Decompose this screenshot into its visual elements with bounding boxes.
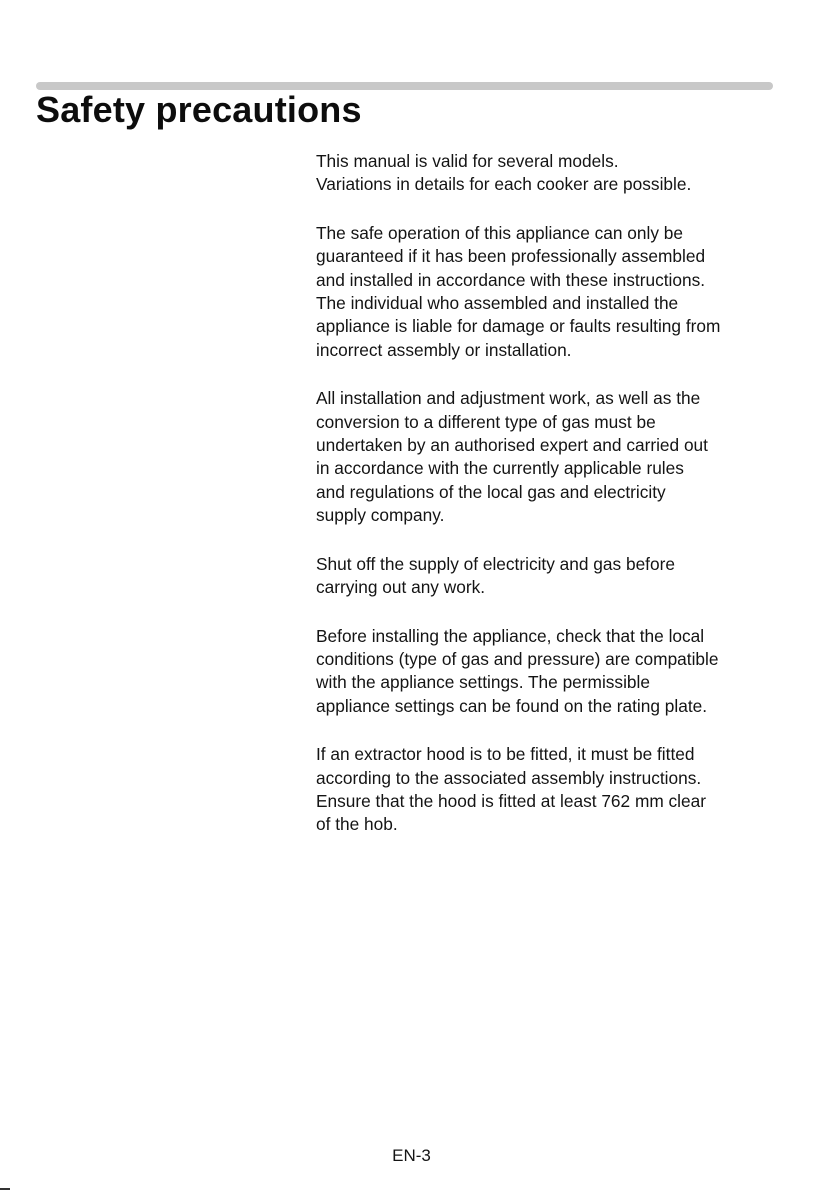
text-line: in accordance with the currently applicable rules [316, 458, 684, 479]
text-line: incorrect assembly or installation. [316, 339, 572, 360]
text-line: of the hob. [316, 814, 398, 835]
text-line: This manual is valid for several models. [316, 151, 619, 171]
page-title: Safety precautions [36, 89, 362, 130]
text-line: appliance settings can be found on the rating plate. [316, 695, 708, 716]
text-line: according to the associated assembly instructions. [316, 767, 702, 788]
paragraph-extractor-hood [316, 743, 786, 837]
text-line: and regulations of the local gas and electricity [316, 481, 666, 502]
text-line: guaranteed if it has been professionally assembled [316, 246, 706, 267]
text-line: All installation and adjustment work, as well as the [316, 388, 701, 409]
paragraph-local-conditions [316, 625, 786, 719]
text-line: Ensure that the hood is fitted at least 762 mm clear [316, 790, 707, 811]
text-line: Variations in details for each cooker are possible. [316, 174, 692, 195]
paragraph-shut-off [316, 553, 786, 600]
page-number: EN-3 [392, 1146, 431, 1165]
paragraph-safe-operation [316, 222, 786, 362]
text-line: supply company. [316, 505, 445, 526]
text-line: If an extractor hood is to be fitted, it must be fitted [316, 744, 695, 765]
text-line: conditions (type of gas and pressure) are compatible [316, 648, 719, 669]
text-line: The individual who assembled and installed the [316, 293, 679, 314]
paragraph-installation-work [316, 387, 786, 527]
text-line: Shut off the supply of electricity and gas before [316, 553, 675, 574]
body-text [316, 150, 786, 862]
text-line: and installed in accordance with these instructions. [316, 269, 706, 290]
text-line: carrying out any work. [316, 577, 486, 598]
text-line: with the appliance settings. The permissible [316, 672, 650, 693]
text-line: The safe operation of this appliance can only be [316, 222, 683, 243]
paragraph-models [316, 150, 786, 197]
corner-mark [0, 1188, 10, 1190]
text-line: Before installing the appliance, check that the local [316, 625, 705, 646]
text-line: undertaken by an authorised expert and carried out [316, 435, 708, 456]
text-line: appliance is liable for damage or faults resulting from [316, 316, 721, 337]
text-line: conversion to a different type of gas must be [316, 411, 656, 432]
